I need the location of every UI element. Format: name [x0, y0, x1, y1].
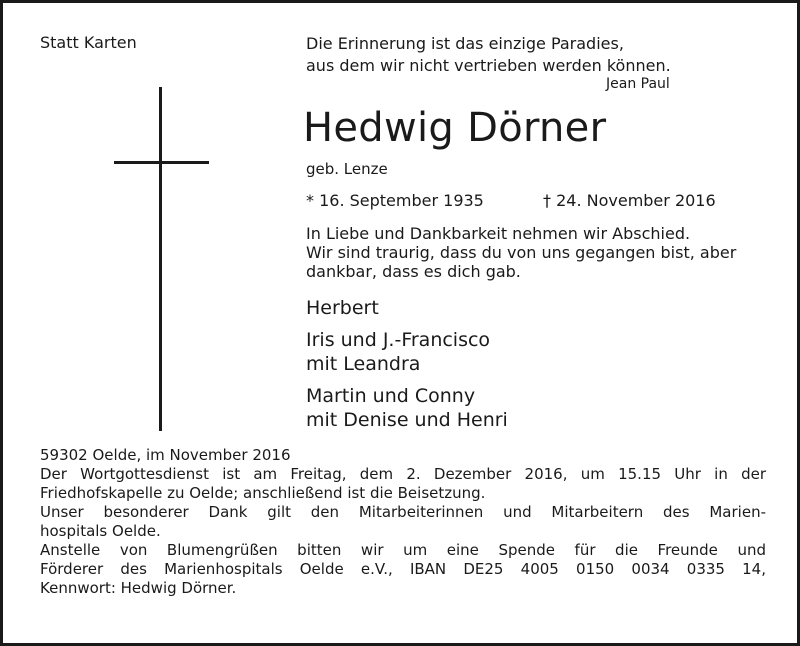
donation-line: Kennwort: Hedwig Dörner.: [40, 579, 237, 597]
mourner-line: mit Leandra: [306, 353, 421, 375]
donation-line: Förderer des Marienhospitals Oelde e.V., IBAN DE25 4005 0150 0034 0335 14,: [40, 560, 766, 578]
farewell-line: In Liebe und Dankbarkeit nehmen wir Abschied.: [306, 224, 691, 243]
footer-text: [40, 446, 766, 598]
maiden-name: geb. Lenze: [306, 160, 388, 178]
mourners-list: [306, 296, 508, 440]
cross-icon-bar: [114, 161, 209, 164]
service-line: Friedhofskapelle zu Oelde; anschließend ist die Beisetzung.: [40, 484, 486, 502]
mourner-group: [306, 328, 508, 376]
farewell-line: dankbar, dass es dich gab.: [306, 262, 521, 281]
service-line: Der Wortgottesdienst ist am Freitag, dem 2. Dezember 2016, um 15.15 Uhr in der: [40, 465, 766, 483]
quote: [306, 33, 671, 77]
quote-author: Jean Paul: [606, 76, 670, 92]
death-date: † 24. November 2016: [543, 191, 716, 210]
cross-icon: [159, 87, 162, 431]
mourner-group: [306, 296, 508, 320]
quote-line: aus dem wir nicht vertrieben werden können.: [306, 56, 671, 75]
mourner-line: mit Denise und Henri: [306, 409, 508, 431]
quote-line: Die Erinnerung ist das einzige Paradies,: [306, 34, 624, 53]
mourner-line: Herbert: [306, 297, 379, 319]
statt-karten-label: Statt Karten: [40, 33, 137, 52]
farewell-text: [306, 224, 736, 281]
deceased-name: Hedwig Dörner: [303, 105, 607, 151]
mourner-group: [306, 384, 508, 432]
birth-date: * 16. September 1935: [306, 191, 484, 210]
donation-line: Anstelle von Blumengrüßen bitten wir um eine Spende für die Freunde und: [40, 541, 766, 559]
thanks-line: Unser besonderer Dank gilt den Mitarbeiterinnen und Mitarbeitern des Marien-: [40, 503, 766, 521]
mourner-line: Iris und J.-Francisco: [306, 329, 491, 351]
place-date: 59302 Oelde, im November 2016: [40, 446, 291, 464]
thanks-line: hospitals Oelde.: [40, 522, 161, 540]
mourner-line: Martin und Conny: [306, 385, 476, 407]
farewell-line: Wir sind traurig, dass du von uns gegangen bist, aber: [306, 243, 737, 262]
